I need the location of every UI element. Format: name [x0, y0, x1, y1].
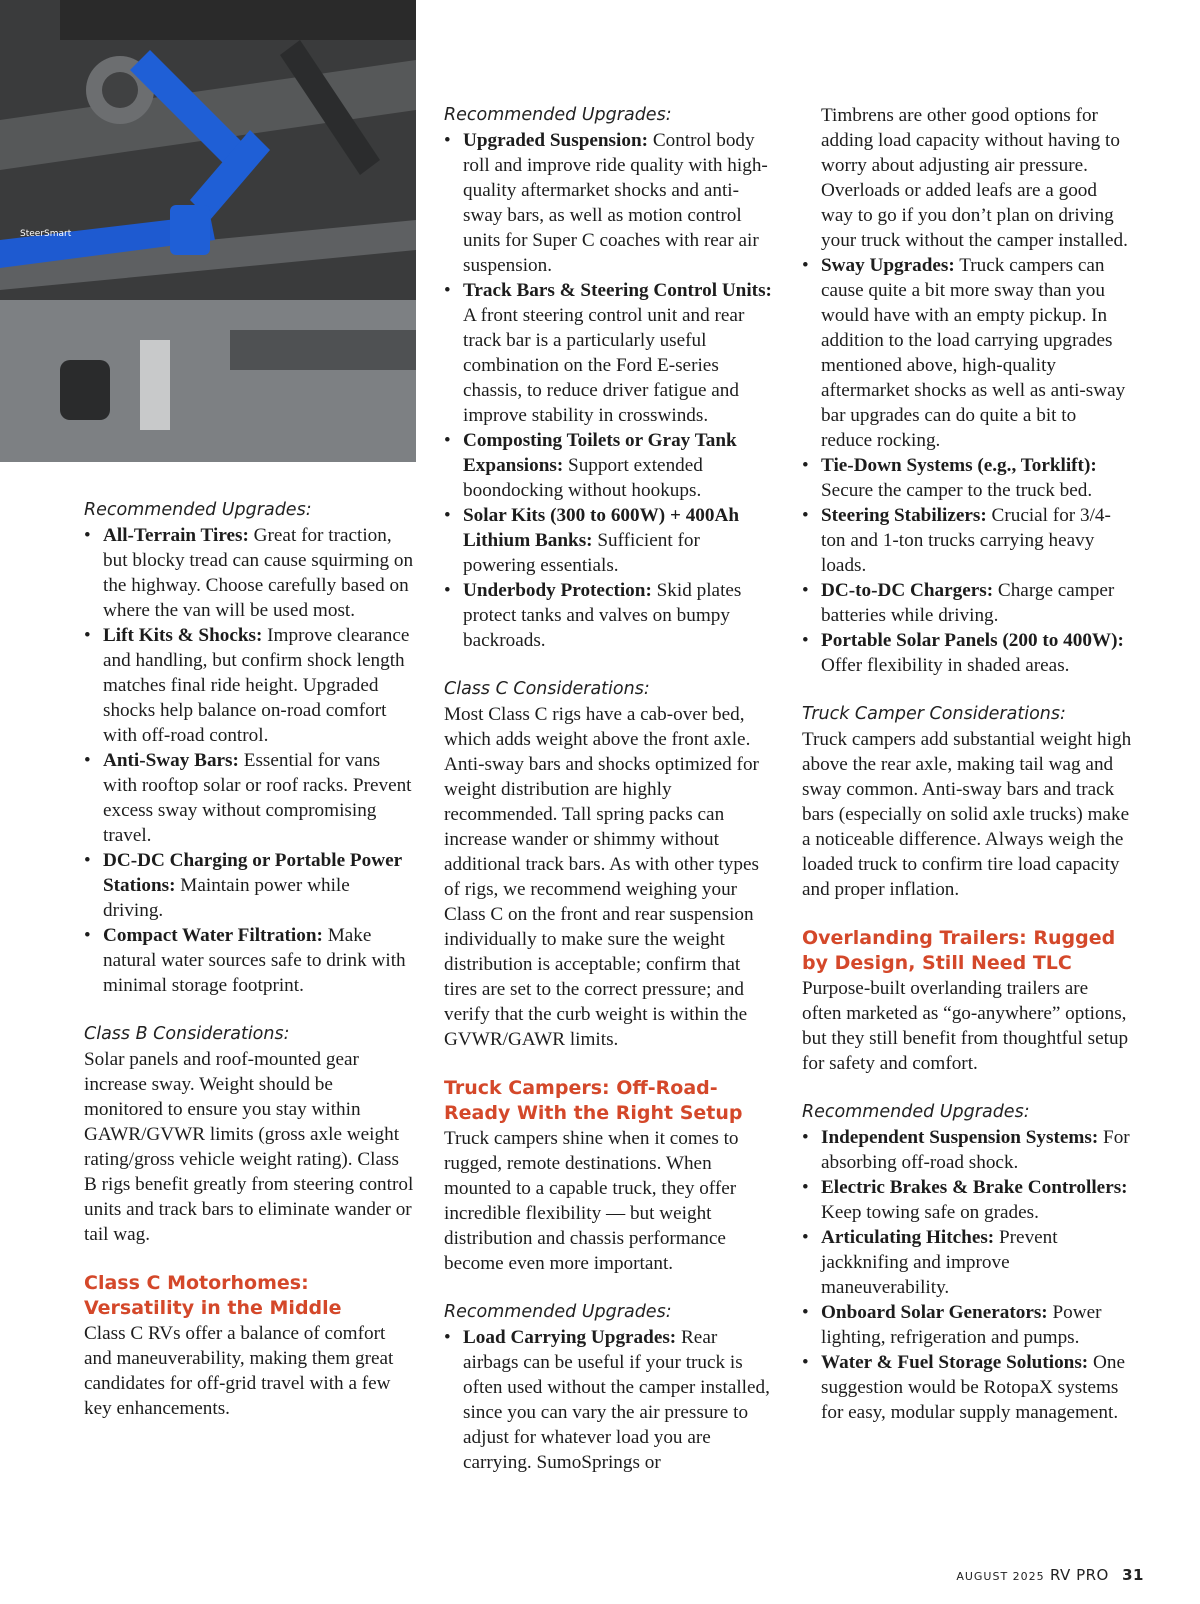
list-item: • Compact Water Filtration: Make natural water sources safe to drink with minimal storage footprint.: [84, 923, 414, 998]
recommended-upgrades-class-c: [444, 103, 774, 653]
column-1: [84, 498, 414, 1445]
subhead: Recommended Upgrades:: [84, 500, 312, 520]
truck-camper-upgrades-continued: [802, 103, 1132, 678]
page-number: 31: [1122, 1566, 1144, 1584]
recommended-upgrades-trailers: [802, 1100, 1132, 1425]
upgrade-list: [84, 523, 414, 998]
section-heading: Overlanding Trailers: Rugged by Design, Still Need TLC: [802, 927, 1116, 974]
list-item: • Articulating Hitches: Prevent jackknifing and improve maneuverability.: [802, 1225, 1132, 1300]
photo-brand-label: SteerSmart: [20, 229, 72, 239]
subhead: Recommended Upgrades:: [444, 105, 672, 125]
list-item: • Independent Suspension Systems: For absorbing off-road shock.: [802, 1125, 1132, 1175]
list-item: • All-Terrain Tires: Great for traction, but blocky tread can cause squirming on the highway. Choose carefully based on where the van will be used most.: [84, 523, 414, 623]
truck-camper-considerations: [802, 702, 1132, 902]
truck-campers-section: [444, 1076, 774, 1276]
upgrade-list: [802, 1125, 1132, 1425]
issue-date: AUGUST 2025: [956, 1570, 1045, 1583]
list-item: • Upgraded Suspension: Control body roll and improve ride quality with high-quality aftermarket shocks and anti-sway bars, as well as motion control units for Super C coaches with rear air suspension.: [444, 128, 774, 278]
body-text: Purpose-built overlanding trailers are often marketed as “go-anywhere” options, but they still benefit from thoughtful setup for safety and comfort.: [802, 978, 1129, 1074]
list-item: • DC-to-DC Chargers: Charge camper batteries while driving.: [802, 578, 1132, 628]
list-item: • Water & Fuel Storage Solutions: One suggestion would be RotopaX systems for easy, modular supply management.: [802, 1350, 1132, 1425]
magazine-name: RV PRO: [1049, 1566, 1109, 1584]
list-item: • Underbody Protection: Skid plates protect tanks and valves on bumpy backroads.: [444, 578, 774, 653]
list-item: • Track Bars & Steering Control Units: A front steering control unit and rear track bar is a particularly useful combination on the Ford E-series chassis, to reduce driver fatigue and improve stability in crosswinds.: [444, 278, 774, 428]
class-b-considerations: [84, 1022, 414, 1247]
list-item: • Composting Toilets or Gray Tank Expansions: Support extended boondocking without hookups.: [444, 428, 774, 503]
list-item: • Sway Upgrades: Truck campers can cause quite a bit more sway than you would have with an empty pickup. In addition to the load carrying upgrades mentioned above, high-quality aftermarket shocks as well as anti-sway bar upgrades can do quite a bit to reduce rocking.: [802, 253, 1132, 453]
class-c-section: [84, 1271, 414, 1421]
list-item: • Steering Stabilizers: Crucial for 3/4-ton and 1-ton trucks carrying heavy loads.: [802, 503, 1132, 578]
column-2: [444, 103, 774, 1499]
section-heading: Truck Campers: Off-Road-Ready With the Right Setup: [444, 1077, 743, 1124]
recommended-upgrades-vans: [84, 498, 414, 998]
vehicle-underside-photo: [0, 0, 416, 462]
upgrade-list: [444, 128, 774, 653]
subhead: Class B Considerations:: [84, 1024, 290, 1044]
upgrade-list: [802, 253, 1132, 678]
class-c-considerations: [444, 677, 774, 1052]
list-item: • Portable Solar Panels (200 to 400W): Offer flexibility in shaded areas.: [802, 628, 1132, 678]
page-footer: [956, 1566, 1144, 1584]
subhead: Recommended Upgrades:: [802, 1102, 1030, 1122]
body-text: Most Class C rigs have a cab-over bed, which adds weight above the front axle. Anti-sway bars and shocks optimized for weight distribution are highly recommended. Tall spring packs can increase wander or shimmy without additional track bars. As with other types of rigs, we recommend weighing your Class C on the front and rear suspension individually to make sure the weight distribution is acceptable; confirm that tires are set to the correct pressure; and verify that the curb weight is within the GVWR/GAWR limits.: [444, 704, 759, 1050]
list-item: • Onboard Solar Generators: Power lighting, refrigeration and pumps.: [802, 1300, 1132, 1350]
photo-illustration: [0, 0, 416, 462]
subhead: Class C Considerations:: [444, 679, 650, 699]
body-text: Class C RVs offer a balance of comfort and maneuverability, making them great candidates for off-grid travel with a few key enhancements.: [84, 1323, 394, 1419]
subhead: Recommended Upgrades:: [444, 1302, 672, 1322]
list-item: • Anti-Sway Bars: Essential for vans with rooftop solar or roof racks. Prevent excess sway without compromising travel.: [84, 748, 414, 848]
list-item: • DC-DC Charging or Portable Power Stations: Maintain power while driving.: [84, 848, 414, 923]
list-item: • Electric Brakes & Brake Controllers: Keep towing safe on grades.: [802, 1175, 1132, 1225]
list-item: • Tie-Down Systems (e.g., Torklift): Secure the camper to the truck bed.: [802, 453, 1132, 503]
body-text: Solar panels and roof-mounted gear increase sway. Weight should be monitored to ensure you stay within GAWR/GVWR limits (gross axle weight rating/gross vehicle weight rating). Class B rigs benefit greatly from steering control units and track bars to eliminate wander or tail wag.: [84, 1049, 414, 1245]
body-text: Truck campers add substantial weight high above the rear axle, making tail wag and sway common. Anti-sway bars and track bars (especially on solid axle trucks) make a noticeable difference. Always weigh the loaded truck to confirm tire load capacity and proper inflation.: [802, 729, 1132, 900]
overlanding-trailers-section: [802, 926, 1132, 1076]
body-text: Truck campers shine when it comes to rugged, remote destinations. When mounted to a capable truck, they offer incredible flexibility — but weight distribution and chassis performance become even more important.: [444, 1128, 739, 1274]
section-heading: Class C Motorhomes: Versatility in the Middle: [84, 1272, 342, 1319]
list-item: • Solar Kits (300 to 600W) + 400Ah Lithium Banks: Sufficient for powering essentials.: [444, 503, 774, 578]
column-3: [802, 103, 1132, 1449]
recommended-upgrades-truck-campers: [444, 1300, 774, 1475]
upgrade-list: [444, 1325, 774, 1475]
list-item: • Lift Kits & Shocks: Improve clearance and handling, but confirm shock length matches final ride height. Upgraded shocks help balance on-road comfort with off-road control.: [84, 623, 414, 748]
subhead: Truck Camper Considerations:: [802, 704, 1066, 724]
list-item: • Load Carrying Upgrades: Rear airbags can be useful if your truck is often used without the camper installed, since you can vary the air pressure to adjust for whatever load you are carrying. SumoSprings or: [444, 1325, 774, 1475]
body-text: Timbrens are other good options for adding load capacity without having to worry about adjusting air pressure. Overloads or added leafs are a good way to go if you don’t plan on driving your truck without the camper installed.: [821, 105, 1128, 251]
